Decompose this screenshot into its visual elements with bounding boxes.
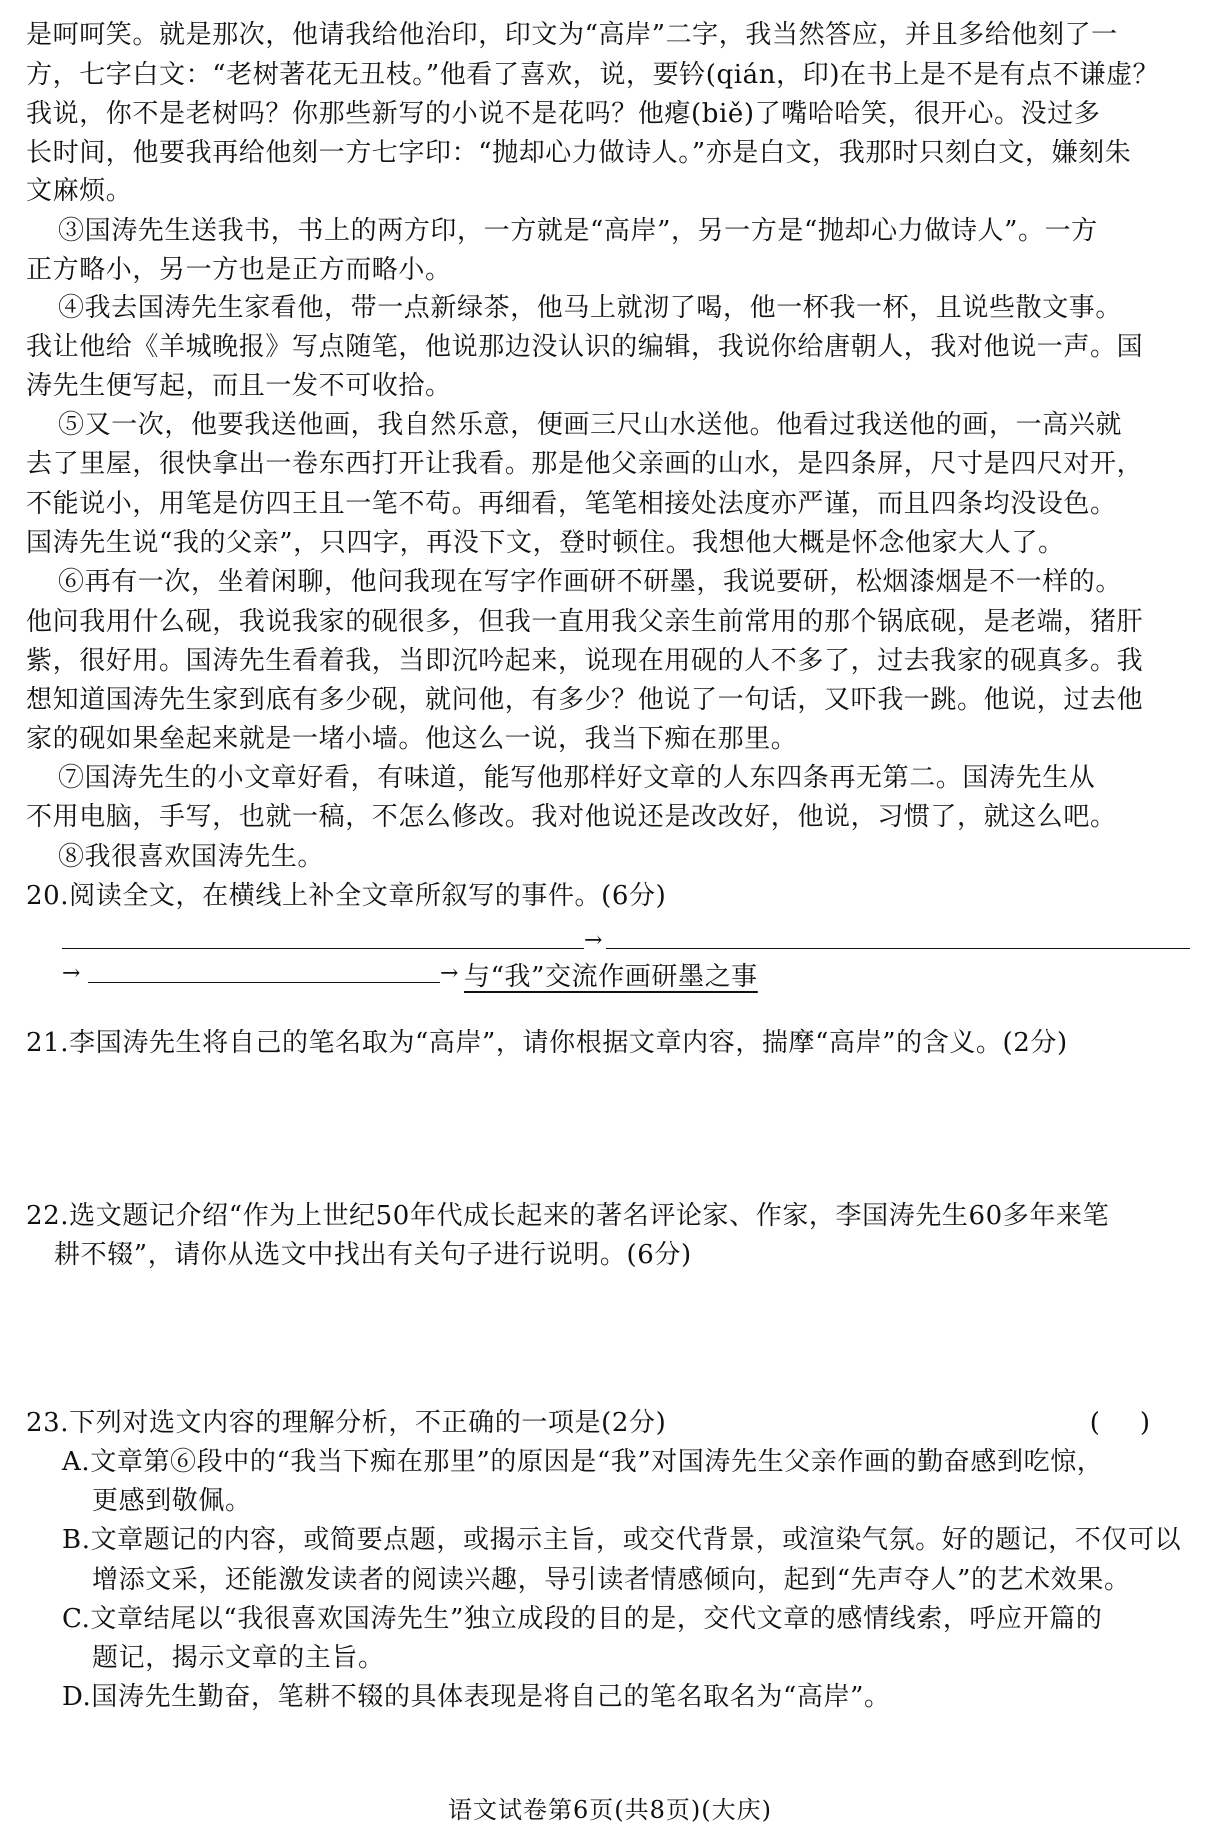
option-c-line: 题记，揭示文章的主旨。	[92, 1643, 385, 1673]
option-b-line: B.文章题记的内容，或简要点题，或揭示主旨，或交代背景，或渲染气氛。好的题记，不仅可以	[62, 1525, 1182, 1555]
option-d-line: D.国涛先生勤奋，笔耕不辍的具体表现是将自己的笔名取名为“高岸”。	[62, 1682, 891, 1712]
option-c-line: C.文章结尾以“我很喜欢国涛先生”独立成段的目的是，交代文章的感情线索，呼应开篇的	[62, 1604, 1103, 1634]
question-23: 23.下列对选文内容的理解分析，不正确的一项是(2分)	[26, 1408, 667, 1438]
paragraph-7-line: ⑦国涛先生的小文章好看，有味道，能写他那样好文章的人东四条再无第二。国涛先生从	[58, 763, 1096, 793]
question-22-line-1: 22.选文题记介绍“作为上世纪50年代成长起来的著名评论家、作家，李国涛先生60多年来笔	[26, 1201, 1110, 1231]
paragraph-5-line: 国涛先生说“我的父亲”，只四字，再没下文，登时顿住。我想他大概是怀念他家大人了。	[26, 528, 1065, 558]
text-line: 文麻烦。	[26, 176, 133, 206]
question-21: 21.李国涛先生将自己的笔名取为“高岸”，请你根据文章内容，揣摩“高岸”的含义。(2分)	[26, 1028, 1068, 1058]
paragraph-5-line: 去了里屋，很快拿出一卷东西打开让我看。那是他父亲画的山水，是四条屏，尺寸是四尺对开，	[26, 449, 1144, 479]
question-22-line-2: 耕不辍”，请你从选文中找出有关句子进行说明。(6分)	[54, 1240, 692, 1270]
answer-blank[interactable]	[88, 982, 440, 983]
paragraph-8-line: ⑧我很喜欢国涛先生。	[58, 842, 325, 872]
paragraph-4-line: 涛先生便写起，而且一发不可收拾。	[26, 371, 452, 401]
text-line: 长时间，他要我再给他刻一方七字印：“抛却心力做诗人。”亦是白文，我那时只刻白文，嫌刻朱	[26, 138, 1132, 168]
arrow-icon: →	[62, 961, 81, 986]
answer-blank[interactable]	[62, 948, 584, 949]
answer-blank[interactable]	[606, 948, 1190, 949]
text-line: 方，七字白文：“老树著花无丑枝。”他看了喜欢，说，要钤(qián，印)在书上是不是有点不谦虚？	[26, 60, 1160, 90]
paragraph-6-line: 想知道国涛先生家到底有多少砚，就问他，有多少？他说了一句话，又吓我一跳。他说，过去他	[26, 685, 1144, 715]
arrow-icon: →	[440, 961, 459, 986]
paragraph-4-line: ④我去国涛先生家看他，带一点新绿茶，他马上就沏了喝，他一杯我一杯，且说些散文事。	[58, 293, 1123, 323]
paragraph-7-line: 不用电脑，手写，也就一稿，不怎么修改。我对他说还是改改好，他说，习惯了，就这么吧。	[26, 802, 1117, 832]
paragraph-6-line: 他问我用什么砚，我说我家的砚很多，但我一直用我父亲生前常用的那个锅底砚，是老端，猪肝	[26, 607, 1144, 637]
filled-answer: 与“我”交流作画研墨之事	[464, 962, 758, 992]
paragraph-5-line: ⑤又一次，他要我送他画，我自然乐意，便画三尺山水送他。他看过我送他的画，一高兴就	[58, 410, 1123, 440]
paragraph-3-line: 正方略小，另一方也是正方而略小。	[26, 255, 452, 285]
option-b-line: 增添文采，还能激发读者的阅读兴趣，导引读者情感倾向，起到“先声夺人”的艺术效果。	[92, 1565, 1131, 1595]
paragraph-3-line: ③国涛先生送我书，书上的两方印，一方就是“高岸”，另一方是“抛却心力做诗人”。一方	[58, 216, 1098, 246]
question-20: 20.阅读全文，在横线上补全文章所叙写的事件。(6分)	[26, 881, 667, 911]
paragraph-6-line: 家的砚如果垒起来就是一堵小墙。他这么一说，我当下痴在那里。	[26, 724, 798, 754]
paragraph-5-line: 不能说小，用笔是仿四王且一笔不苟。再细看，笔笔相接处法度亦严谨，而且四条均没设色。	[26, 489, 1117, 519]
paragraph-4-line: 我让他给《羊城晚报》写点随笔，他说那边没认识的编辑，我说你给唐朝人，我对他说一声。国	[26, 332, 1144, 362]
paragraph-6-line: 紫，很好用。国涛先生看着我，当即沉吟起来，说现在用砚的人不多了，过去我家的砚真多。我	[26, 646, 1144, 676]
page-footer: 语文试卷第6页(共8页)(大庆)	[448, 1796, 772, 1824]
answer-parentheses[interactable]: ()	[1089, 1408, 1190, 1438]
text-line: 我说，你不是老树吗？你那些新写的小说不是花吗？他瘪(biě)了嘴哈哈笑，很开心。没过多	[26, 99, 1101, 129]
arrow-icon: →	[584, 928, 603, 953]
text-line: 是呵呵笑。就是那次，他请我给他治印，印文为“高岸”二字，我当然答应，并且多给他刻了一	[26, 20, 1118, 50]
paragraph-6-line: ⑥再有一次，坐着闲聊，他问我现在写字作画研不研墨，我说要研，松烟漆烟是不一样的。	[58, 567, 1123, 597]
option-a-line: 更感到敬佩。	[92, 1486, 252, 1516]
option-a-line: A.文章第⑥段中的“我当下痴在那里”的原因是“我”对国涛先生父亲作画的勤奋感到吃惊，	[62, 1447, 1104, 1477]
